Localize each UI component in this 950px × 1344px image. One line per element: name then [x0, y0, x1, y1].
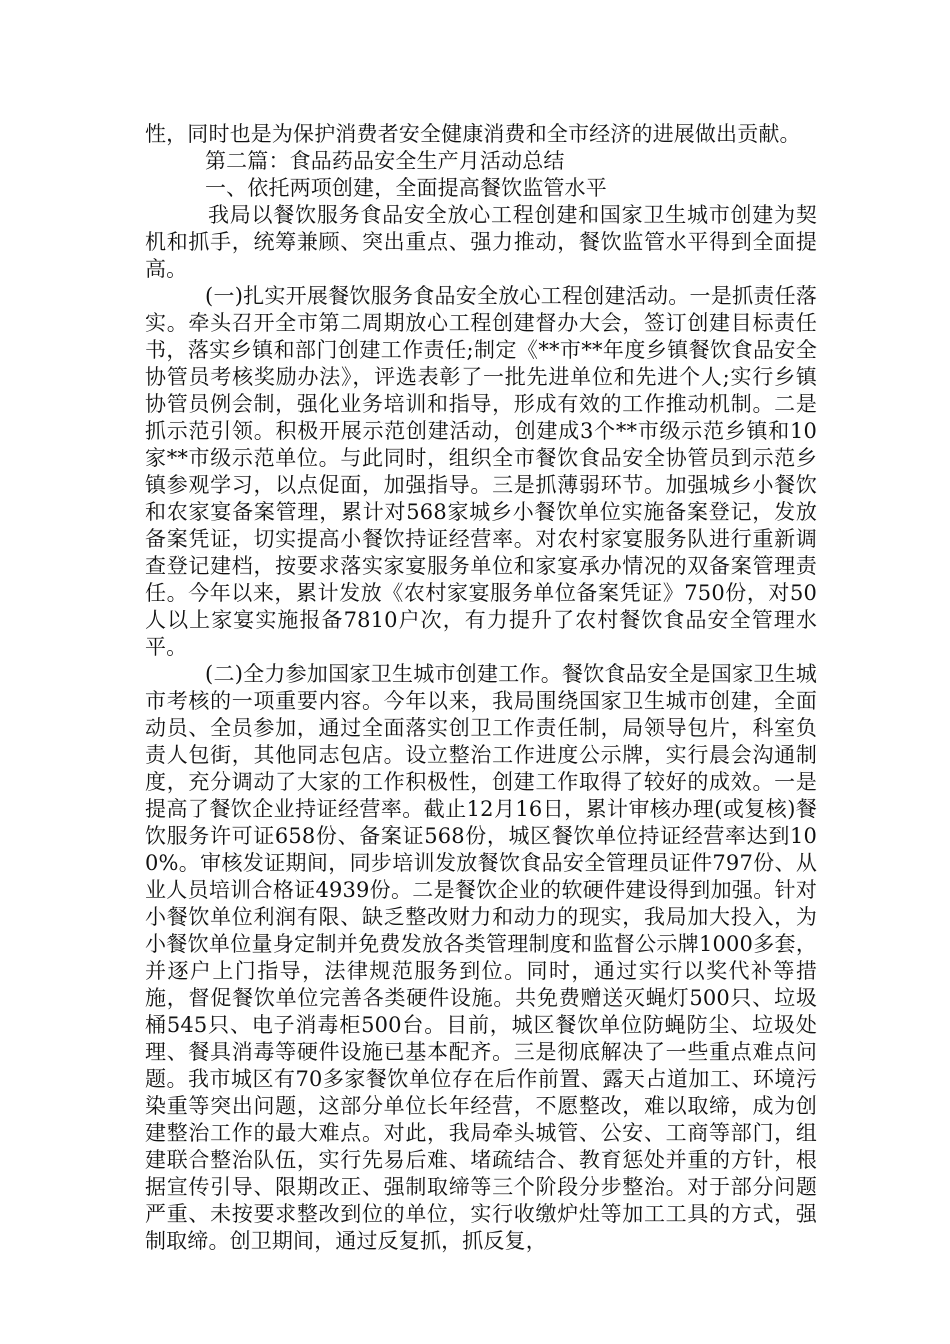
paragraph-continuation: 性，同时也是为保护消费者安全健康消费和全市经济的进展做出贡献。	[145, 122, 801, 146]
paragraph-health-city: (二)全力参加国家卫生城市创建工作。餐饮食品安全是国家卫生城市考核的一项重要内容。今年以来，我局围绕国家卫生城市创建，全面动员、全员参加，通过全面落实创卫工作责任制，局领导包片，科室负责人包街，其他同志包店。设立整治工作进度公示牌，实行晨会沟通制度，充分调动了大家的工作积极性，创建工作取得了较好的成效。一是提高了餐饮企业持证经营率。截止12月16日，累计审核办理(或复核)餐饮服务许可证658份、备案证568份，城区餐饮单位持证经营率达到100%。审核发证期间，同步培训发放餐饮食品安全管理员证件797份、从业人员培训合格证4939份。二是餐饮企业的软硬件建设得到加强。针对小餐饮单位利润有限、缺乏整改财力和动力的现实，我局加大投入，为小餐饮单位量身定制并免费发放各类管理制度和监督公示牌1000多套，并逐户上门指导，法律规范服务到位。同时，通过实行以奖代补等措施，督促餐饮单位完善各类硬件设施。共免费赠送灭蝇灯500只、垃圾桶545只、电子消毒柜500台。目前，城区餐饮单位防蝇防尘、垃圾处理、餐具消毒等硬件设施已基本配齐。三是彻底解决了一些重点难点问题。我市城区有70多家餐饮单位存在后作前置、露天占道加工、环境污染重等突出问题，这部分单位长年经营，不愿整改，难以取缔，成为创建整治工作的最大难点。对此，我局牵头城管、公安、工商等部门，组建联合整治队伍，实行先易后难、堵疏结合、教育惩处并重的方针，根据宣传引导、限期改正、强制取缔等三个阶段分步整治。对于部分问题严重、未按要求整改到位的单位，实行收缴炉灶等加工工具的方式，强制取缔。创卫期间，通过反复抓，抓反复，	[145, 662, 817, 1253]
document-body	[145, 121, 817, 1255]
paragraph-intro: 我局以餐饮服务食品安全放心工程创建和国家卫生城市创建为契机和抓手，统筹兼顾、突出重点、强力推动，餐饮监管水平得到全面提高。	[145, 203, 817, 281]
paragraph-safety-project: (一)扎实开展餐饮服务食品安全放心工程创建活动。一是抓责任落实。牵头召开全市第二周期放心工程创建督办大会，签订创建目标责任书，落实乡镇和部门创建工作责任;制定《**市**年度乡镇餐饮食品安全协管员考核奖励办法》，评选表彰了一批先进单位和先进个人;实行乡镇协管员例会制，强化业务培训和指导，形成有效的工作推动机制。二是抓示范引领。积极开展示范创建活动，创建成3个**市级示范乡镇和10家**市级示范单位。与此同时，组织全市餐饮食品安全协管员到示范乡镇参观学习，以点促面，加强指导。三是抓薄弱环节。加强城乡小餐饮和农家宴备案管理，累计对568家城乡小餐饮单位实施备案登记，发放备案凭证，切实提高小餐饮持证经营率。对农村家宴服务队进行重新调查登记建档，按要求落实家宴服务单位和家宴承办情况的双备案管理责任。今年以来，累计发放《农村家宴服务单位备案凭证》750份，对50人以上家宴实施报备7810户次，有力提升了农村餐饮食品安全管理水平。	[145, 284, 817, 659]
section-title: 第二篇：食品药品安全生产月活动总结	[205, 149, 565, 173]
section-heading: 一、依托两项创建，全面提高餐饮监管水平	[205, 176, 607, 200]
